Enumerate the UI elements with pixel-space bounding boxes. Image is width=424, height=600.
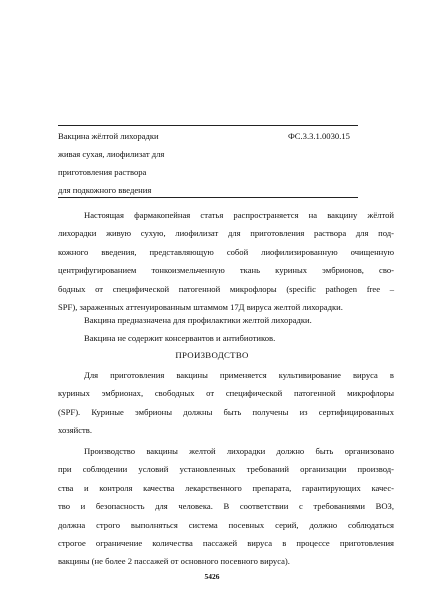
header-bottom-rule <box>58 197 358 198</box>
page-number: 5426 <box>204 572 220 581</box>
section-heading: ПРОИЗВОДСТВО <box>175 350 249 360</box>
production-paragraph-2 <box>58 442 394 571</box>
title-line-3: приготовления раствора <box>58 167 147 177</box>
prod2-line-7: вакцины (не более 2 пассажей от основного посевного вируса). <box>58 556 290 567</box>
intro-line-3: кожного введения, представляющую собой лиофилизированную очищенную <box>58 246 394 257</box>
intro-line-4: центрифугированием тонкоизмельченную ткань куриных эмбрионов, сво- <box>58 265 394 276</box>
prod2-line-5: должна строго выполняться система посевных серий, должно соблюдаться <box>58 519 394 530</box>
intro-line-2: лихорадки живую сухую, лиофилизат для приготовления раствора для под- <box>58 228 394 239</box>
title-line-2: живая сухая, лиофилизат для <box>58 149 165 159</box>
prod1-line-3: (SPF). Куриные эмбрионы должны быть получены из сертифицированных <box>58 406 394 417</box>
prod2-line-3: ства и контроля качества лекарственного препарата, гарантирующих качес- <box>58 482 394 493</box>
intro-paragraph <box>58 206 394 316</box>
preservatives-line: Вакцина не содержит консервантов и антибиотиков. <box>84 333 276 343</box>
prod2-line-2: при соблюдении условий установленных требований организации производ- <box>58 464 394 475</box>
title-line-1: Вакцина жёлтой лихорадки <box>58 131 159 141</box>
monograph-code: ФС.3.3.1.0030.15 <box>288 131 350 141</box>
intro-line-5: бодных от специфической патогенной микрофлоры (specific pathogen free – <box>58 283 394 294</box>
prod1-line-2: куриных эмбрионах, свободных от специфической патогенной микрофлоры <box>58 388 394 399</box>
title-line-4: для подкожного введения <box>58 185 152 195</box>
prod1-line-4: хозяйств. <box>58 425 92 436</box>
prod2-line-1: Производство вакцины желтой лихорадки должно быть организовано <box>84 446 394 456</box>
purpose-line: Вакцина предназначена для профилактики желтой лихорадки. <box>84 315 312 325</box>
prod2-line-6: строгое ограничение количества пассажей вируса в процессе приготовления <box>58 538 394 549</box>
intro-line-6: SPF), зараженных аттенуированным штаммом 17Д вируса желтой лихорадки. <box>58 302 343 313</box>
prod2-line-4: тво и безопасность для человека. В соответствии с требованиями ВОЗ, <box>58 501 394 512</box>
header-top-rule <box>58 125 358 126</box>
prod1-line-1: Для приготовления вакцины применяется культивирование вируса в <box>84 370 394 380</box>
intro-line-1: Настоящая фармакопейная статья распространяется на вакцину жёлтой <box>84 210 394 220</box>
production-paragraph-1 <box>58 366 394 440</box>
